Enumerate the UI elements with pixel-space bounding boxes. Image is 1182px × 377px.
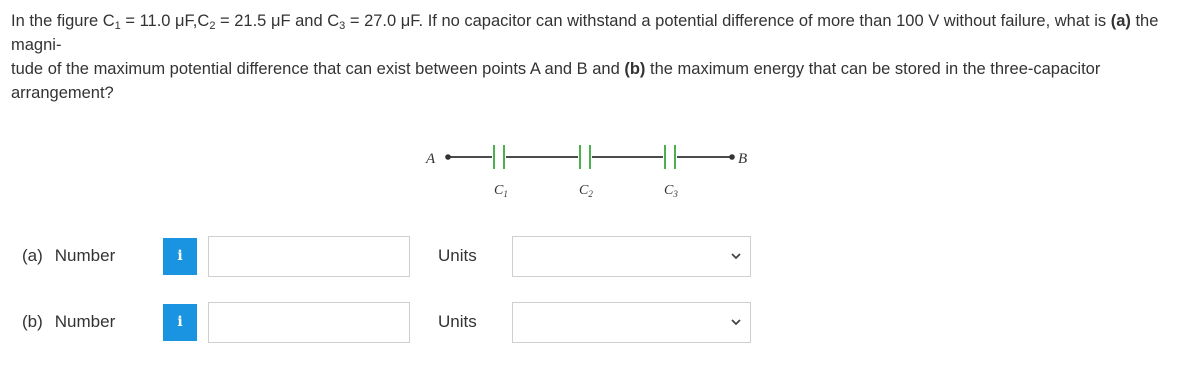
answer-label-a: (a) Number xyxy=(22,246,116,265)
chevron-down-icon xyxy=(730,315,742,329)
circuit-diagram xyxy=(420,140,760,210)
point-b-dot xyxy=(729,154,735,160)
c1-label: $C_1$ xyxy=(494,183,508,199)
part-b-marker: (b) xyxy=(624,60,646,78)
chevron-down-icon xyxy=(730,249,742,263)
point-a-label: A xyxy=(426,151,436,167)
answer-row-b xyxy=(0,301,1182,343)
number-input-b[interactable] xyxy=(208,302,410,343)
units-label-b: Units xyxy=(438,312,477,331)
c2-label: $C_2$ xyxy=(579,183,593,199)
units-select-a[interactable] xyxy=(512,236,751,277)
part-a-marker: (a) xyxy=(1110,12,1131,30)
units-select-b[interactable] xyxy=(512,302,751,343)
question-text: In the figure $C_1 = 11.0$ $\mu F,C_2 = 21.5$ μF and $C_3 = 27.0$ μF. If no capacitor can withstand a potential difference of more than 100 V without failure, what is (a) the magni- tude of the maximum potential difference that can exist between points A and B and (b) the maximum energy that can be stored in the three-capacitor arrangement? xyxy=(11,12,1159,102)
number-input-a[interactable] xyxy=(208,236,410,277)
c3-label: $C_3$ xyxy=(664,183,678,199)
info-icon[interactable]: i xyxy=(163,238,197,275)
info-icon[interactable]: i xyxy=(163,304,197,341)
units-label-a: Units xyxy=(438,246,477,265)
answer-label-b: (b) Number xyxy=(22,312,116,331)
point-b-label: B xyxy=(738,151,748,167)
circuit-figure xyxy=(420,140,760,210)
answer-row-a xyxy=(0,235,1182,277)
